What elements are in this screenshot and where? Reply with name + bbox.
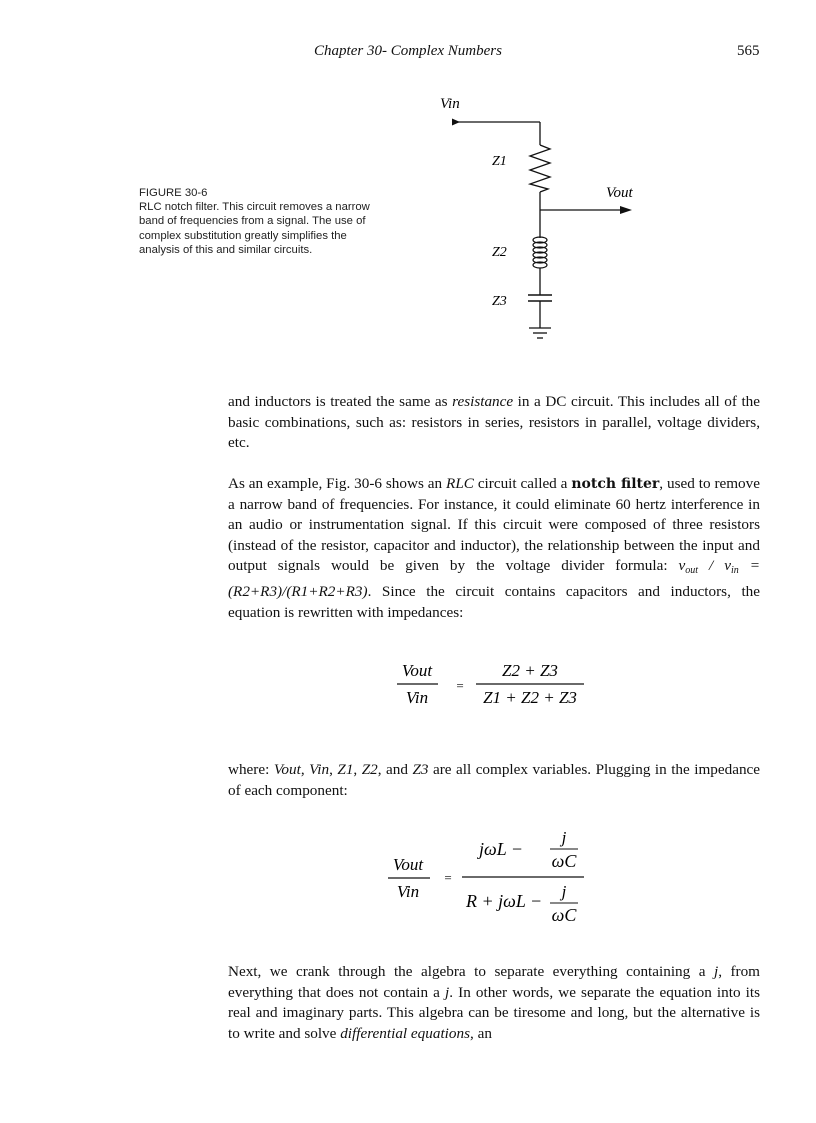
vin-input-arrow: [452, 119, 540, 126]
capacitor-z3: [528, 295, 552, 301]
chapter-title: Chapter 30- Complex Numbers: [314, 43, 502, 59]
paragraph-3: [228, 760, 760, 801]
eq2-numerator-fraction-bottom: ωC: [551, 851, 577, 871]
var-z3: Z3: [412, 761, 429, 778]
formula-sub-in: in: [730, 565, 739, 577]
figure-caption-title: FIGURE 30-6: [139, 187, 208, 199]
paragraph-2-text-b: circuit called a: [473, 475, 572, 492]
var-z1: Z1: [337, 761, 354, 778]
eq2-equals: =: [444, 870, 452, 885]
paragraph-2: [228, 474, 760, 623]
z3-label: Z3: [492, 294, 507, 309]
paragraph-4: [228, 962, 760, 1044]
emphasis-rlc: RLC: [446, 475, 474, 492]
var-vin: Vin: [309, 761, 330, 778]
vout-output-arrow: [540, 206, 632, 214]
resistor-z1: [530, 145, 550, 192]
z2-label: Z2: [492, 245, 507, 260]
ground-icon: [529, 328, 551, 338]
formula-slash: /: [698, 557, 725, 575]
eq2-lhs-denominator: Vin: [396, 882, 420, 901]
sep-1: ,: [300, 761, 310, 778]
paragraph-4-text-end: , an: [470, 1024, 492, 1042]
vout-label: Vout: [606, 185, 633, 201]
vin-label: Vin: [440, 96, 460, 112]
eq2-numerator-term: jωL −: [479, 839, 524, 859]
paragraph-1-text-end: in a DC circuit. This includes all of the basic combinations, such as: resistors in series, resistors in parallel, voltage dividers, etc.: [228, 393, 760, 452]
emphasis-resistance: resistance: [452, 393, 514, 410]
equation-rlc-impedance: [380, 820, 600, 935]
paragraph-1-text: and inductors is treated the same as: [228, 393, 453, 410]
sep-4: , and: [377, 761, 413, 778]
rlc-notch-filter-schematic: [430, 90, 650, 350]
var-vout: Vout: [273, 761, 301, 778]
formula-sub-out: out: [685, 565, 699, 577]
equation-voltage-divider-impedance: [390, 650, 590, 715]
eq1-equals: =: [456, 678, 464, 693]
eq1-rhs-denominator: Z1 + Z2 + Z3: [483, 688, 577, 707]
term-notch-filter: notch filter: [571, 476, 660, 492]
eq2-denominator-term: R + jωL −: [466, 891, 543, 911]
eq2-numerator-fraction-top: j: [561, 828, 567, 847]
inductor-z2: [533, 237, 547, 268]
eq2-denominator-fraction-top: j: [561, 882, 567, 901]
var-j-1: j: [713, 963, 719, 980]
paragraph-2-text-end: . Since the circuit contains capacitors and inductors, the equation is rewritten with impedances:: [228, 582, 760, 621]
paragraph-4-text: Next, we crank through the algebra to separate everything containing a: [228, 963, 714, 980]
formula-v-out: v: [678, 557, 686, 575]
eq2-denominator-fraction-bottom: ωC: [551, 905, 577, 925]
eq1-lhs-numerator: Vout: [401, 661, 433, 680]
figure-caption: [139, 186, 389, 257]
paragraph-4-text-c: . In other words, we separate the equation into its real and imaginary parts. This algebra can be tiresome and long, but the alternative is to write and solve: [228, 983, 760, 1042]
figure-caption-text: RLC notch filter. This circuit removes a narrow band of frequencies from a signal. The use of complex substitution greatly simplifies the analysis of this and similar circuits.: [139, 201, 370, 256]
paragraph-3-text: where:: [228, 761, 274, 778]
formula-v-in: v: [724, 557, 731, 575]
sep-3: ,: [353, 761, 362, 778]
var-z2: Z2: [361, 761, 378, 778]
var-j-2: j: [445, 983, 450, 1001]
formula-rest: = (R2+R3)/(R1+R2+R3): [228, 557, 760, 600]
eq1-lhs-denominator: Vin: [405, 688, 429, 707]
emphasis-differential-equations: differential equations: [340, 1024, 470, 1042]
z1-label: Z1: [492, 154, 507, 169]
paragraph-4-text-b: , from everything that does not contain a: [228, 963, 760, 1001]
eq1-rhs-numerator: Z2 + Z3: [502, 661, 558, 680]
paragraph-1: [228, 392, 760, 454]
page-number: 565: [737, 43, 760, 59]
eq2-lhs-numerator: Vout: [392, 855, 424, 874]
sep-2: ,: [329, 761, 338, 778]
paragraph-3-text-end: are all complex variables. Plugging in the impedance of each component:: [228, 761, 761, 799]
paragraph-2-text-c: , used to remove a narrow band of frequencies. For instance, it could eliminate 60 hertz interference in an audio or instrumentation signal. If this circuit were composed of three resistors (instead of the resistor, capacitor and inductor), the relationship between the input and output signals would be given by the voltage divider formula:: [228, 475, 760, 575]
paragraph-2-text: As an example, Fig. 30-6 shows an: [228, 475, 447, 492]
